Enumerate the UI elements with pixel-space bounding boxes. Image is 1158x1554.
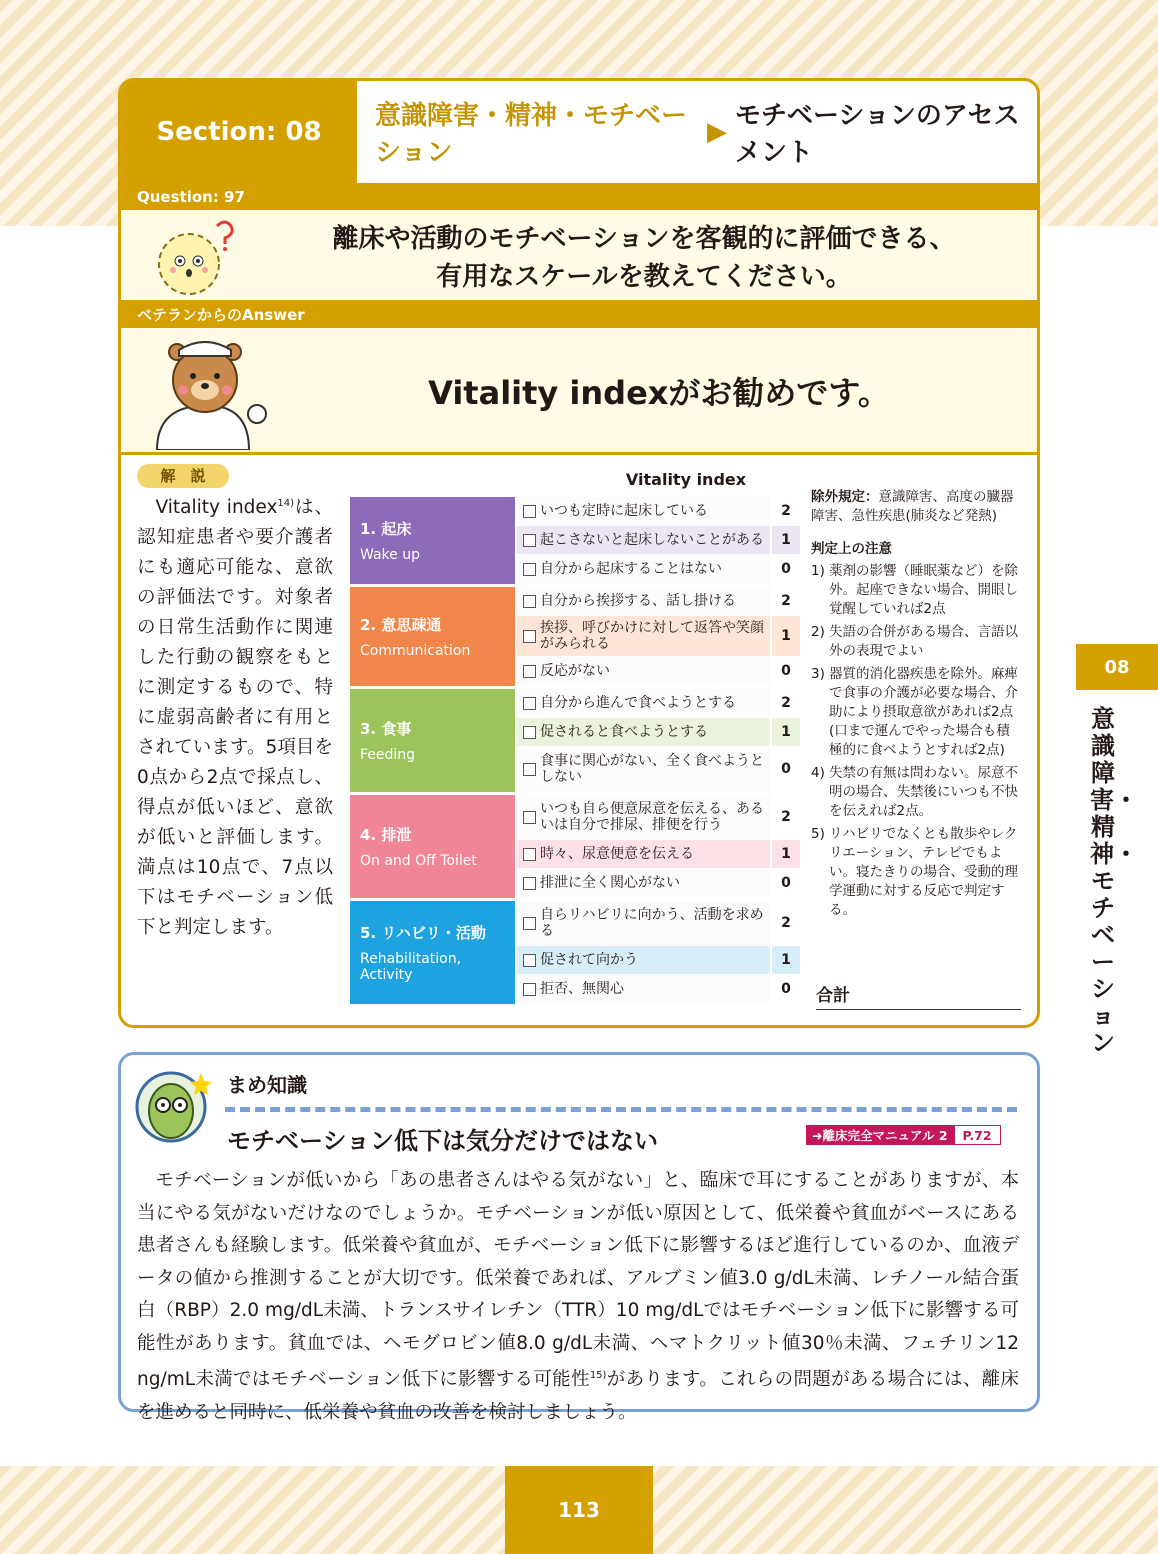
table-row: [517, 718, 800, 747]
item-score: 1: [770, 718, 800, 746]
checkbox[interactable]: [523, 697, 536, 710]
question-line-1: 離床や活動のモチベーションを客観的に評価できる、: [332, 224, 956, 254]
item-score: 2: [770, 689, 800, 717]
item-score: 1: [770, 840, 800, 868]
table-row: [517, 526, 800, 555]
category-name-en: Feeding: [360, 747, 416, 763]
explanation-lead: Vitality index: [155, 497, 278, 519]
category-name-en: Communication: [360, 643, 471, 659]
checkbox[interactable]: [523, 877, 536, 890]
item-score: 0: [770, 657, 800, 685]
checkbox[interactable]: [523, 954, 536, 967]
question-line-2: 有用なスケールを教えてください。: [436, 262, 852, 292]
item-score: 0: [770, 555, 800, 583]
item-cell: [517, 526, 770, 554]
explanation-badge: 解 説: [137, 464, 229, 488]
checkbox[interactable]: [523, 534, 536, 547]
vitality-index-table: [350, 497, 800, 1007]
explanation-text: [137, 489, 333, 943]
note-text: 失禁の有無は問わない。尿意不明の場合、失禁後にいつも不快を伝えれば2点。: [829, 765, 1018, 819]
category-name-en: On and Off Toilet: [360, 853, 477, 869]
item-text: 促されて向かう: [540, 952, 638, 968]
table-row: [517, 869, 800, 898]
category-name: 5. リハビリ・活動: [360, 924, 486, 942]
item-score: 0: [770, 747, 800, 791]
item-cell: [517, 555, 770, 583]
item-score: 2: [770, 795, 800, 839]
category-name-en: Rehabilitation, Activity: [360, 951, 462, 983]
note-number: 5): [811, 826, 825, 842]
manual-reference-link[interactable]: [806, 1125, 1001, 1145]
trivia-body-a: モチベーションが低いから「あの患者さんはやる気がない」と、臨床で耳にすることがありますが、本当にやる気がないだけなのでしょうか。モチベーションが低い原因として、低栄養や貧血がベースにある患者さんも経験します。低栄養や貧血が、モチベーション低下に影響するほど進行しているのか、血液データの値から推測することが大切です。低栄養であれば、アルブミン値3.0 g/dL未満、レチノール結合蛋白（RBP）2.0 mg/dL未満、トランスサイレチン（TTR）10 mg/dLではモチベーション低下に影響する可能性があります。貧血では、ヘモグロビン値8.0 g/dL未満、ヘマトクリット値30％未満、フェチリン12 ng/mL未満ではモチベーション低下に影響する可能性: [137, 1170, 1019, 1391]
category-name-en: Wake up: [360, 547, 420, 563]
qa-card: [118, 78, 1040, 1028]
category-block: [350, 689, 800, 792]
table-notes: [811, 488, 1023, 924]
item-cell: [517, 946, 770, 974]
checkbox[interactable]: [523, 917, 536, 930]
notes-title: 判定上の注意: [811, 541, 892, 557]
category-name: 1. 起床: [360, 520, 412, 538]
table-row: [517, 616, 800, 657]
checkbox[interactable]: [523, 563, 536, 576]
exclusion-label: 除外規定：: [811, 489, 879, 505]
item-text: いつも自ら便意尿意を伝える、あるいは自分で排尿、排便を行う: [540, 801, 764, 833]
germ-mascot-icon: [147, 214, 247, 300]
item-score: 1: [770, 526, 800, 554]
checkbox[interactable]: [523, 726, 536, 739]
exclusion-text: 意識障害、高度の臓器障害、急性疾患(肺炎など発熱): [811, 489, 1014, 524]
item-cell: [517, 747, 770, 791]
item-cell: [517, 975, 770, 1003]
category-header: [350, 901, 515, 1004]
category-block: [350, 497, 800, 584]
item-score: 2: [770, 497, 800, 525]
item-score: 2: [770, 587, 800, 615]
exclusion-note: [811, 488, 1023, 526]
item-score: 0: [770, 869, 800, 897]
item-text: 促されると食べようとする: [540, 724, 708, 740]
item-score: 0: [770, 975, 800, 1003]
section-category: 意識障害・精神・モチベーション: [375, 101, 688, 168]
section-label: Section: 08: [121, 81, 357, 183]
note-number: 1): [811, 563, 825, 579]
question-text: [271, 220, 1017, 296]
bear-nurse-mascot-icon: [147, 338, 277, 450]
notes-list: [811, 562, 1023, 920]
reference-mark: 14): [277, 498, 295, 509]
note-item: [811, 764, 1023, 821]
item-cell: [517, 657, 770, 685]
table-row: [517, 840, 800, 869]
arrow-right-icon: ▶: [706, 117, 727, 147]
category-name: 3. 食事: [360, 720, 412, 738]
note-text: 器質的消化器疾患を除外。麻痺で食事の介護が必要な場合、介助により摂取意欲があれば2点(口まで運んでやった場合も積極的に食べようとすれば2点): [829, 666, 1018, 758]
question-area: [121, 210, 1037, 300]
table-row: [517, 657, 800, 686]
item-cell: [517, 587, 770, 615]
reference-page: P.72: [954, 1125, 1001, 1145]
note-item: [811, 562, 1023, 619]
item-cell: [517, 497, 770, 525]
item-text: 起こさないと起床しないことがある: [540, 532, 764, 548]
category-header: [350, 497, 515, 584]
note-text: 薬剤の影響（睡眠薬など）を除外。起座できない場合、開眼し覚醒していれば2点: [829, 563, 1018, 617]
item-score: 1: [770, 616, 800, 656]
item-text: 挨拶、呼びかけに対して返答や笑顔がみられる: [540, 620, 764, 652]
item-text: 自らリハビリに向かう、活動を求める: [540, 907, 764, 939]
checkbox[interactable]: [523, 763, 536, 776]
table-row: [517, 975, 800, 1004]
note-number: 3): [811, 666, 825, 682]
item-text: 自分から進んで食べようとする: [540, 695, 736, 711]
checkbox[interactable]: [523, 811, 536, 824]
answer-text: Vitality indexがお勧めです。: [428, 374, 890, 412]
note-item: [811, 623, 1023, 661]
item-cell: [517, 718, 770, 746]
category-header: [350, 587, 515, 686]
category-block: [350, 795, 800, 898]
item-text: 食事に関心がない、全く食べようとしない: [540, 753, 764, 785]
trivia-title: モチベーション低下は気分だけではない: [227, 1127, 659, 1155]
reference-mark: 15): [589, 1370, 607, 1381]
item-cell: [517, 901, 770, 945]
item-text: 時々、尿意便意を伝える: [540, 846, 694, 862]
category-name: 4. 排泄: [360, 826, 412, 844]
table-row: [517, 747, 800, 792]
checkbox[interactable]: [523, 505, 536, 518]
professor-mascot-icon: [133, 1067, 215, 1143]
chapter-tab: 08: [1076, 644, 1158, 690]
note-text: 失語の合併がある場合、言語以外の表現でよい: [829, 624, 1018, 659]
item-text: 排泄に全く関心がない: [540, 875, 680, 891]
item-text: 自分から挨拶する、話し掛ける: [540, 593, 736, 609]
question-label: Question: 97: [121, 183, 1037, 210]
note-item: [811, 665, 1023, 760]
item-score: 2: [770, 901, 800, 945]
table-row: [517, 689, 800, 718]
table-title: Vitality index: [625, 470, 747, 489]
chapter-side-title: 意識障害・精神・モチベーション: [1090, 705, 1138, 1057]
checkbox[interactable]: [523, 848, 536, 861]
note-number: 4): [811, 765, 825, 781]
category-header: [350, 795, 515, 898]
trivia-text: [137, 1165, 1019, 1429]
checkbox[interactable]: [523, 665, 536, 678]
table-row: [517, 555, 800, 584]
table-row: [517, 946, 800, 975]
item-cell: [517, 689, 770, 717]
trivia-box: [118, 1052, 1040, 1423]
total-label: 合計: [816, 981, 1021, 1010]
section-topic: モチベーションのアセスメント: [734, 101, 1020, 168]
note-text: リハビリでなくとも散歩やレクリエーション、テレビでもよい。寝たきりの場合、受動的理学運動に対する反応で判定する。: [829, 826, 1018, 918]
item-cell: [517, 616, 770, 656]
note-item: [811, 825, 1023, 920]
item-cell: [517, 795, 770, 839]
table-row: [517, 587, 800, 616]
checkbox[interactable]: [523, 595, 536, 608]
item-text: 自分から起床することはない: [540, 561, 722, 577]
checkbox[interactable]: [523, 630, 536, 643]
category-block: [350, 901, 800, 1004]
trivia-body-b: があります。これらの問題がある場合には、離床を進めると同時に、低栄養や貧血の改善を検討しましょう。: [137, 1369, 1019, 1423]
answer-label: ベテランからのAnswer: [121, 300, 1037, 328]
dashed-divider: [225, 1107, 1017, 1112]
table-row: [517, 795, 800, 840]
trivia-label: まめ知識: [227, 1073, 307, 1097]
reference-book: ➜離床完全マニュアル 2: [806, 1125, 954, 1145]
explanation-body: は、認知症患者や要介護者にも適応可能な、意欲の評価法です。対象者の日常生活動作に関連した行動の観察をもとに測定するもので、特に虚弱高齢者に有用とされています。5項目を0点から2点で採点し、得点が低いほど、意欲が低いと評価します。満点は10点で、7点以下はモチベーション低下と判定します。: [137, 497, 333, 939]
item-score: 1: [770, 946, 800, 974]
checkbox[interactable]: [523, 983, 536, 996]
category-header: [350, 689, 515, 792]
table-row: [517, 901, 800, 946]
item-text: 拒否、無関心: [540, 981, 624, 997]
category-name: 2. 意思疎通: [360, 616, 442, 634]
section-title: [357, 81, 1037, 183]
note-number: 2): [811, 624, 825, 640]
answer-area: [121, 328, 1037, 455]
item-text: いつも定時に起床している: [540, 503, 708, 519]
item-cell: [517, 840, 770, 868]
page-number: 113: [505, 1466, 653, 1554]
item-cell: [517, 869, 770, 897]
category-block: [350, 587, 800, 686]
table-row: [517, 497, 800, 526]
item-text: 反応がない: [540, 663, 610, 679]
